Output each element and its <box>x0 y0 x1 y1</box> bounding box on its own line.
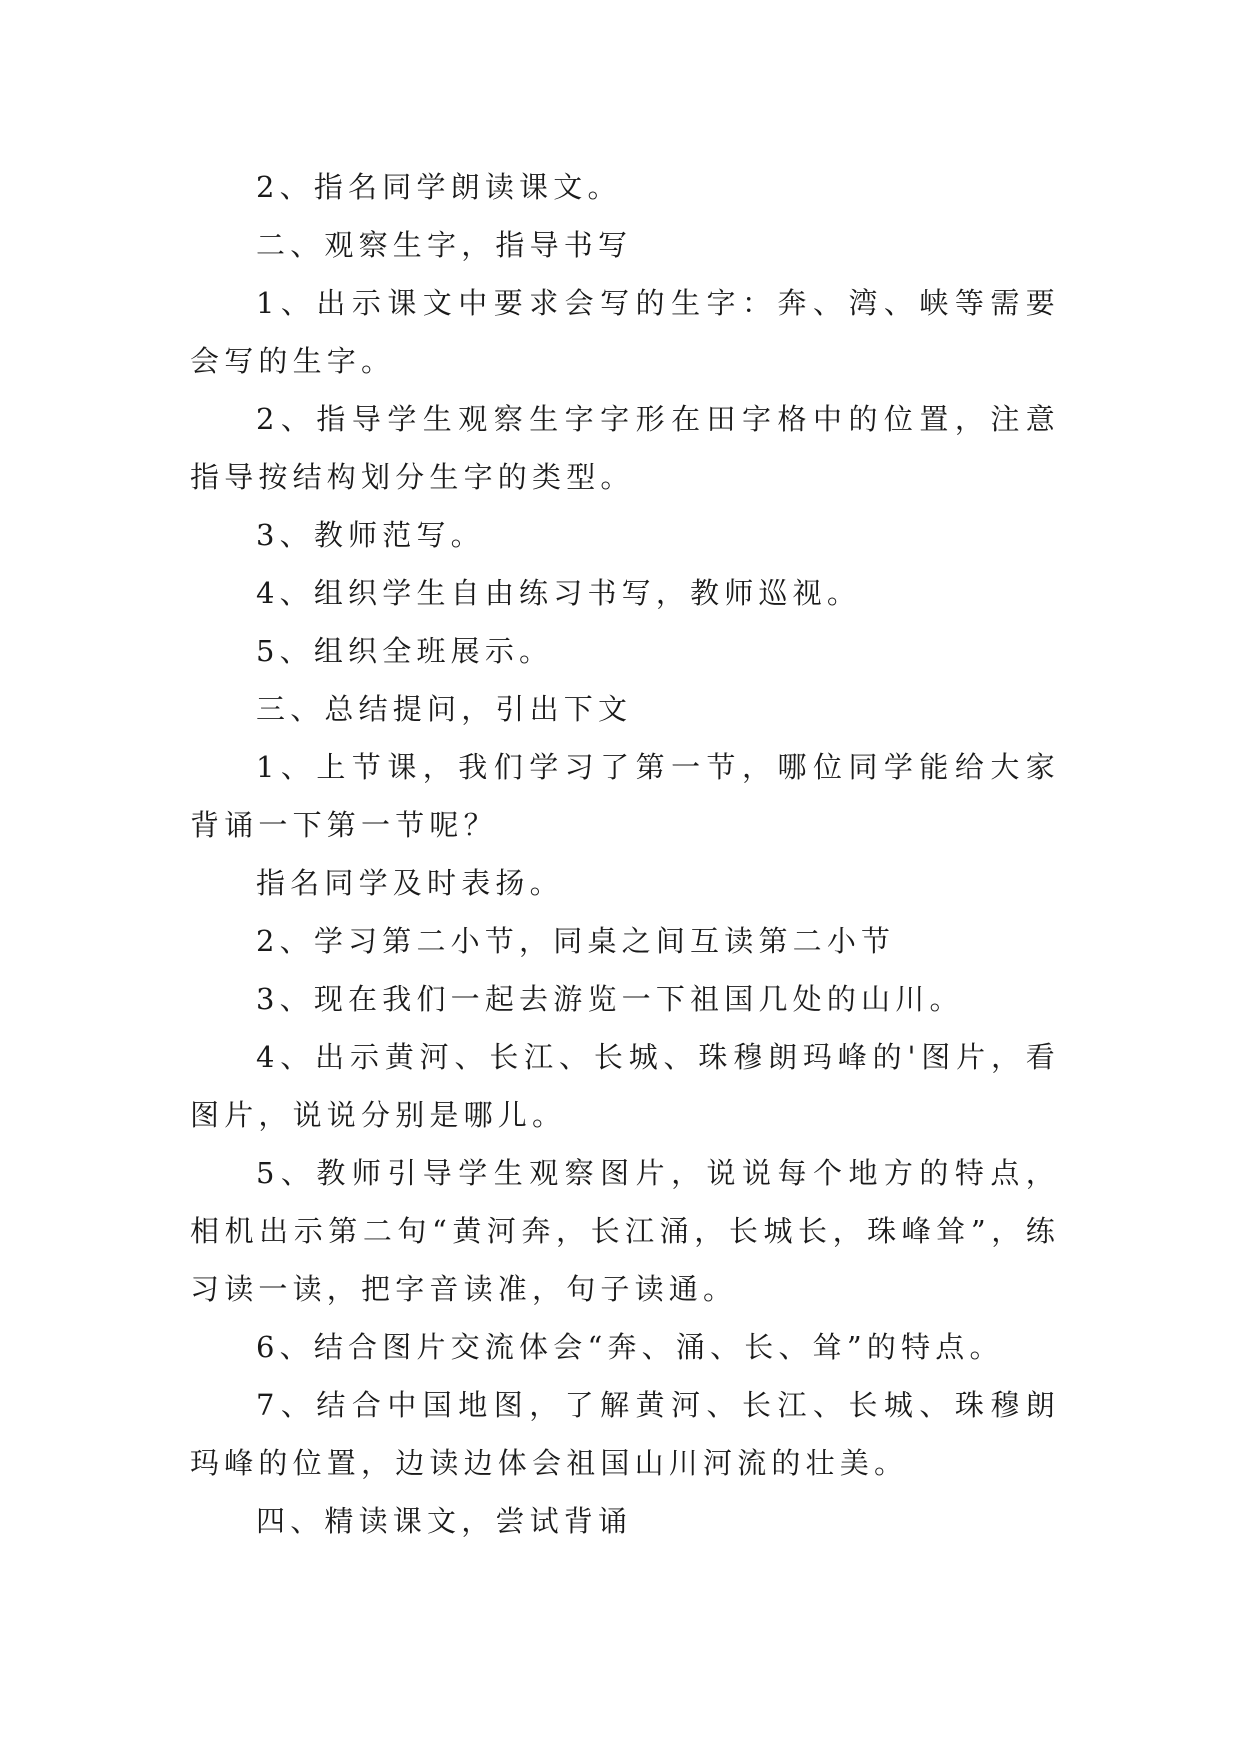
paragraph: 2、指名同学朗读课文。 <box>256 170 622 204</box>
paragraph: 指名同学及时表扬。 <box>256 866 564 900</box>
paragraph: 1、上节课，我们学习了第一节，哪位同学能给大家背诵一下第一节呢？ <box>190 750 1060 842</box>
paragraph: 3、教师范写。 <box>256 518 485 552</box>
paragraph: 2、学习第二小节，同桌之间互读第二小节 <box>256 924 896 958</box>
paragraph: 6、结合图片交流体会“奔、涌、长、耸”的特点。 <box>256 1330 1004 1364</box>
section-heading: 四、精读课文，尝试背诵 <box>256 1504 633 1538</box>
paragraph: 4、组织学生自由练习书写，教师巡视。 <box>256 576 862 610</box>
section-heading: 二、观察生字，指导书写 <box>256 228 633 262</box>
paragraph: 3、现在我们一起去游览一下祖国几处的山川。 <box>256 982 964 1016</box>
paragraph: 5、组织全班展示。 <box>256 634 554 668</box>
section-heading: 三、总结提问，引出下文 <box>256 692 633 726</box>
paragraph: 2、指导学生观察生字字形在田字格中的位置，注意指导按结构划分生字的类型。 <box>190 402 1060 494</box>
document-page <box>190 158 1060 1550</box>
paragraph: 7、结合中国地图，了解黄河、长江、长城、珠穆朗玛峰的位置，边读边体会祖国山川河流的壮美。 <box>190 1388 1060 1480</box>
paragraph: 5、教师引导学生观察图片，说说每个地方的特点，相机出示第二句“黄河奔，长江涌，长城长，珠峰耸”，练习读一读，把字音读准，句子读通。 <box>190 1156 1060 1306</box>
paragraph: 4、出示黄河、长江、长城、珠穆朗玛峰的'图片，看图片，说说分别是哪儿。 <box>190 1040 1060 1132</box>
paragraph: 1、出示课文中要求会写的生字：奔、湾、峡等需要会写的生字。 <box>190 286 1060 378</box>
